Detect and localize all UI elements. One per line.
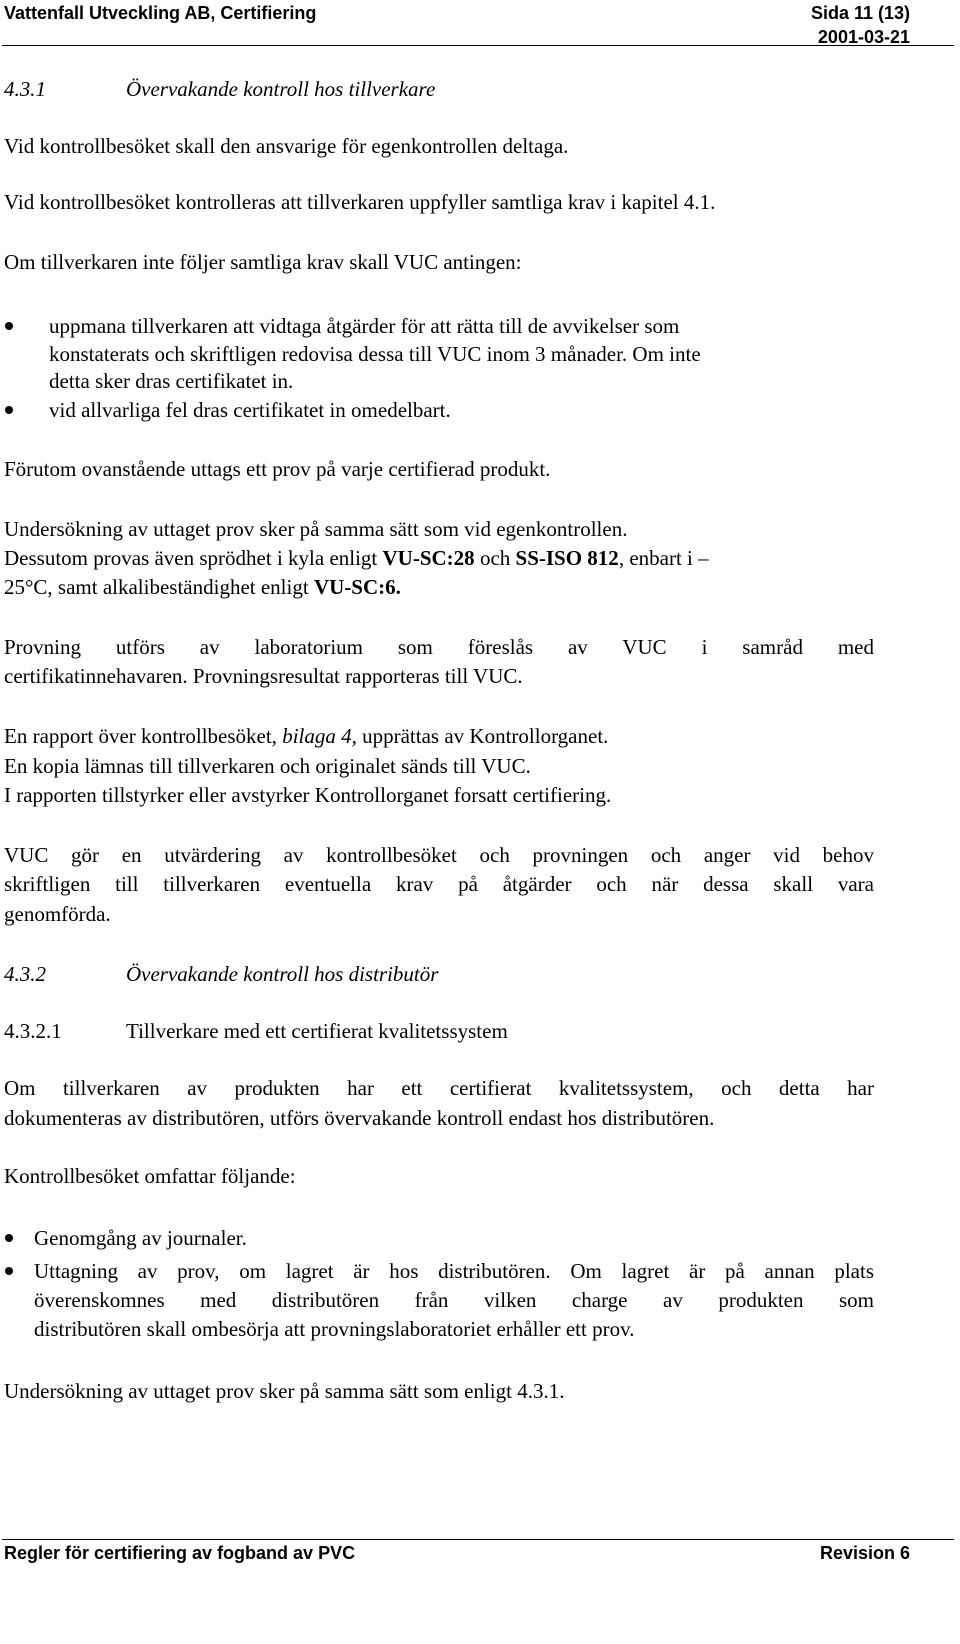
paragraph-8-line-1: VUC gör en utvärdering av kontrollbesöket och provningen och anger vid behov xyxy=(4,843,874,867)
section-4-3-2-1-number: 4.3.2.1 xyxy=(4,1019,62,1043)
paragraph-9-line-2: dokumenteras av distributören, utförs övervakande kontroll endast hos distributören. xyxy=(4,1106,715,1130)
paragraph-4: Förutom ovanstående uttags ett prov på varje certifierad produkt. xyxy=(4,457,551,481)
footer-title: Regler för certifiering av fogband av PVC xyxy=(4,1543,356,1563)
header-date: 2001-03-21 xyxy=(817,27,910,47)
paragraph-11: Undersökning av uttaget prov sker på samma sätt som enligt 4.3.1. xyxy=(4,1379,565,1403)
paragraph-10: Kontrollbesöket omfattar följande: xyxy=(4,1164,296,1188)
paragraph-1: Vid kontrollbesöket skall den ansvarige för egenkontrollen deltaga. xyxy=(4,134,569,158)
paragraph-5-line-1: Undersökning av uttaget prov sker på samma sätt som vid egenkontrollen. xyxy=(4,517,628,541)
footer-rule xyxy=(2,1539,954,1540)
paragraph-7-line-1 xyxy=(4,721,608,751)
standard-reference: VU-SC:6. xyxy=(313,575,401,599)
paragraph-5-line-2 xyxy=(4,543,709,573)
paragraph-6-line-1: Provning utförs av laboratorium som föreslås av VUC i samråd med xyxy=(4,635,874,659)
paragraph-7-line-2: En kopia lämnas till tillverkaren och originalet sänds till VUC. xyxy=(4,754,531,778)
text-run: upprättas av Kontrollorganet. xyxy=(356,724,609,748)
bullet-2-2-line-3: distributören skall ombesörja att provningslaboratoriet erhåller ett prov. xyxy=(34,1317,635,1341)
bullet-2: vid allvarliga fel dras certifikatet in omedelbart. xyxy=(49,398,451,422)
text-run: , enbart i – xyxy=(618,546,709,570)
paragraph-3: Om tillverkaren inte följer samtliga krav skall VUC antingen: xyxy=(4,250,522,274)
standard-reference: VU-SC:28 xyxy=(382,546,475,570)
section-4-3-2-title: Övervakande kontroll hos distributör xyxy=(126,962,439,986)
bullet-1-line-3: detta sker dras certifikatet in. xyxy=(49,369,294,393)
bullet-2-2-line-1: Uttagning av prov, om lagret är hos distributören. Om lagret är på annan plats xyxy=(34,1259,874,1283)
text-run: 25°C, samt alkalibeständighet enligt xyxy=(4,575,314,599)
paragraph-8-line-2: skriftligen till tillverkaren eventuella krav på åtgärder och när dessa skall vara xyxy=(4,872,874,896)
bullet-marker xyxy=(5,322,13,330)
text-run: En rapport över kontrollbesöket, xyxy=(4,724,283,748)
appendix-reference: bilaga 4, xyxy=(282,724,357,748)
bullet-marker xyxy=(5,1267,13,1275)
header-company: Vattenfall Utveckling AB, Certifiering xyxy=(4,3,317,23)
bullet-2-2-line-2: överenskomnes med distributören från vilken charge av produkten som xyxy=(34,1288,874,1312)
bullet-marker xyxy=(5,406,13,414)
bullet-marker xyxy=(5,1234,13,1242)
text-run: Dessutom provas även sprödhet i kyla enligt xyxy=(4,546,383,570)
section-4-3-1-title: Övervakande kontroll hos tillverkare xyxy=(126,77,436,101)
footer-revision: Revision 6 xyxy=(819,1543,910,1563)
header-page-number: Sida 11 (13) xyxy=(810,3,910,23)
section-4-3-1-number: 4.3.1 xyxy=(4,77,46,101)
paragraph-6-line-2: certifikatinnehavaren. Provningsresultat rapporteras till VUC. xyxy=(4,664,523,688)
text-run: och xyxy=(474,546,516,570)
header-rule xyxy=(2,45,954,46)
section-4-3-2-1-title: Tillverkare med ett certifierat kvalitetssystem xyxy=(126,1019,508,1043)
paragraph-7-line-3: I rapporten tillstyrker eller avstyrker Kontrollorganet forsatt certifiering. xyxy=(4,783,612,807)
paragraph-8-line-3: genomförda. xyxy=(4,902,111,926)
paragraph-9-line-1: Om tillverkaren av produkten har ett certifierat kvalitetssystem, och detta har xyxy=(4,1076,874,1100)
bullet-1-line-2: konstaterats och skriftligen redovisa dessa till VUC inom 3 månader. Om inte xyxy=(49,342,701,366)
paragraph-2: Vid kontrollbesöket kontrolleras att tillverkaren uppfyller samtliga krav i kapitel 4.1. xyxy=(4,190,716,214)
standard-reference: SS-ISO 812 xyxy=(515,546,619,570)
bullet-1-line-1: uppmana tillverkaren att vidtaga åtgärder för att rätta till de avvikelser som xyxy=(49,314,680,338)
section-4-3-2-number: 4.3.2 xyxy=(4,962,46,986)
bullet-2-1: Genomgång av journaler. xyxy=(34,1226,247,1250)
paragraph-5-line-3 xyxy=(4,572,401,602)
